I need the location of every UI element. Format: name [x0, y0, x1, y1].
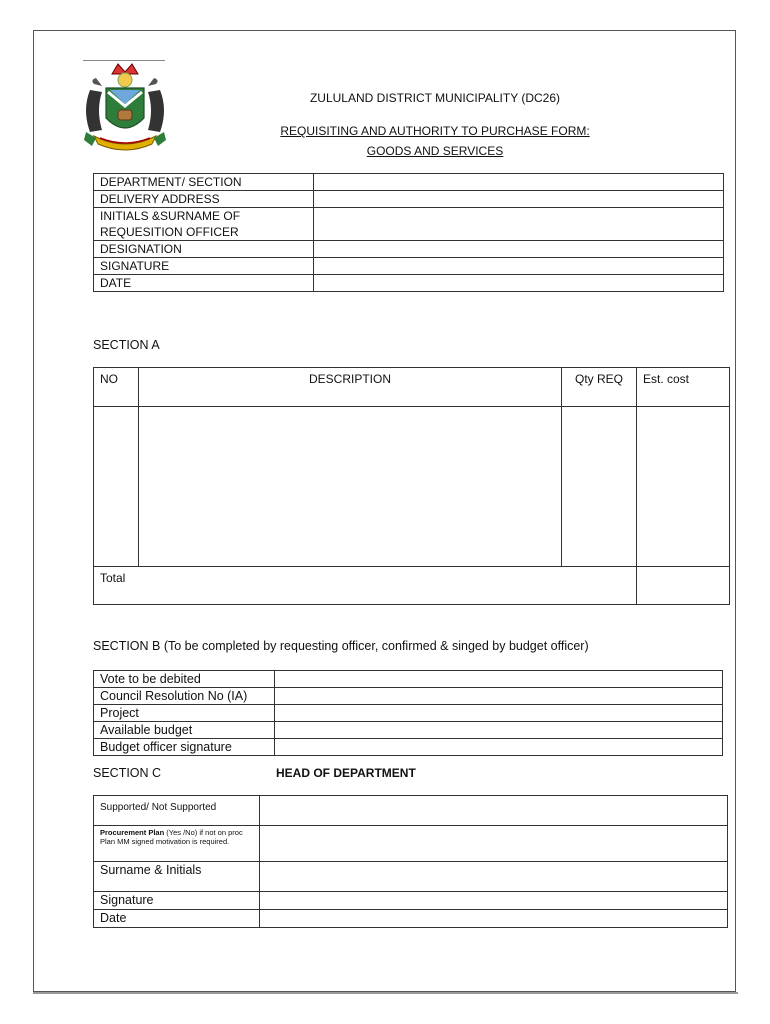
council-resolution-field[interactable]	[275, 688, 723, 705]
section-c-label: SECTION C	[93, 766, 162, 780]
supported-field[interactable]	[260, 796, 728, 826]
designation-label: DESIGNATION	[94, 241, 314, 258]
surname-initials-label: Surname & Initials	[94, 862, 260, 892]
requisition-officer-label-line2: REQUESITION OFFICER	[100, 225, 239, 239]
table-row	[94, 826, 728, 862]
table-row	[94, 191, 724, 208]
item-no-cell[interactable]	[94, 407, 139, 567]
table-row	[94, 892, 728, 910]
procurement-plan-note: (Yes /No) if not on proc Plan MM signed motivation is required.	[100, 828, 243, 846]
requester-info-table	[93, 173, 724, 292]
hod-signature-label: Signature	[94, 892, 260, 910]
table-row	[94, 688, 723, 705]
col-header-no: NO	[94, 368, 139, 407]
section-b-budget-table	[93, 670, 723, 756]
requisition-officer-label	[94, 208, 314, 241]
form-title-line2: GOODS AND SERVICES	[366, 144, 504, 158]
item-qty-cell[interactable]	[562, 407, 637, 567]
table-row	[94, 241, 724, 258]
budget-officer-signature-field[interactable]	[275, 739, 723, 756]
table-row	[94, 705, 723, 722]
delivery-address-field[interactable]	[314, 191, 724, 208]
vote-label: Vote to be debited	[94, 671, 275, 688]
council-resolution-label: Council Resolution No (IA)	[94, 688, 275, 705]
designation-field[interactable]	[314, 241, 724, 258]
supported-label: Supported/ Not Supported	[94, 796, 260, 826]
section-c-approval-table	[93, 795, 728, 928]
item-cost-cell[interactable]	[637, 407, 730, 567]
col-header-qty: Qty REQ	[562, 368, 637, 407]
project-field[interactable]	[275, 705, 723, 722]
surname-initials-field[interactable]	[260, 862, 728, 892]
procurement-plan-bold: Procurement Plan	[100, 828, 165, 837]
table-row	[94, 722, 723, 739]
table-row	[94, 910, 728, 928]
requisition-officer-label-line1: INITIALS &SURNAME OF	[100, 209, 241, 223]
item-description-cell[interactable]	[139, 407, 562, 567]
hod-date-label: Date	[94, 910, 260, 928]
table-row	[94, 407, 730, 567]
signature-label: SIGNATURE	[94, 258, 314, 275]
total-row	[94, 567, 730, 605]
table-row	[94, 671, 723, 688]
section-a-label: SECTION A	[93, 338, 160, 352]
hod-date-field[interactable]	[260, 910, 728, 928]
signature-field[interactable]	[314, 258, 724, 275]
table-row	[94, 796, 728, 826]
procurement-plan-field[interactable]	[260, 826, 728, 862]
vote-field[interactable]	[275, 671, 723, 688]
section-a-items-table	[93, 367, 730, 605]
department-field[interactable]	[314, 174, 724, 191]
form-title-line1: REQUISITING AND AUTHORITY TO PURCHASE FORM:	[280, 124, 590, 138]
table-row	[94, 258, 724, 275]
organization-name: ZULULAND DISTRICT MUNICIPALITY (DC26)	[309, 91, 561, 105]
delivery-address-label: DELIVERY ADDRESS	[94, 191, 314, 208]
table-row	[94, 862, 728, 892]
budget-officer-signature-label: Budget officer signature	[94, 739, 275, 756]
date-field[interactable]	[314, 275, 724, 292]
section-b-label: SECTION B (To be completed by requesting officer, confirmed & singed by budget officer)	[93, 639, 589, 653]
available-budget-label: Available budget	[94, 722, 275, 739]
table-header-row	[94, 368, 730, 407]
hod-signature-field[interactable]	[260, 892, 728, 910]
total-label: Total	[94, 567, 637, 605]
col-header-est-cost: Est. cost	[637, 368, 730, 407]
requisition-officer-field[interactable]	[314, 208, 724, 241]
department-label: DEPARTMENT/ SECTION	[94, 174, 314, 191]
table-row	[94, 739, 723, 756]
table-row	[94, 208, 724, 241]
procurement-plan-label	[94, 826, 260, 862]
total-value-cell[interactable]	[637, 567, 730, 605]
available-budget-field[interactable]	[275, 722, 723, 739]
table-row	[94, 174, 724, 191]
col-header-description: DESCRIPTION	[139, 368, 562, 407]
head-of-department-heading: HEAD OF DEPARTMENT	[276, 766, 416, 780]
table-row	[94, 275, 724, 292]
date-label: DATE	[94, 275, 314, 292]
project-label: Project	[94, 705, 275, 722]
page-frame-shadow	[33, 992, 738, 994]
municipal-crest-icon	[80, 60, 170, 155]
